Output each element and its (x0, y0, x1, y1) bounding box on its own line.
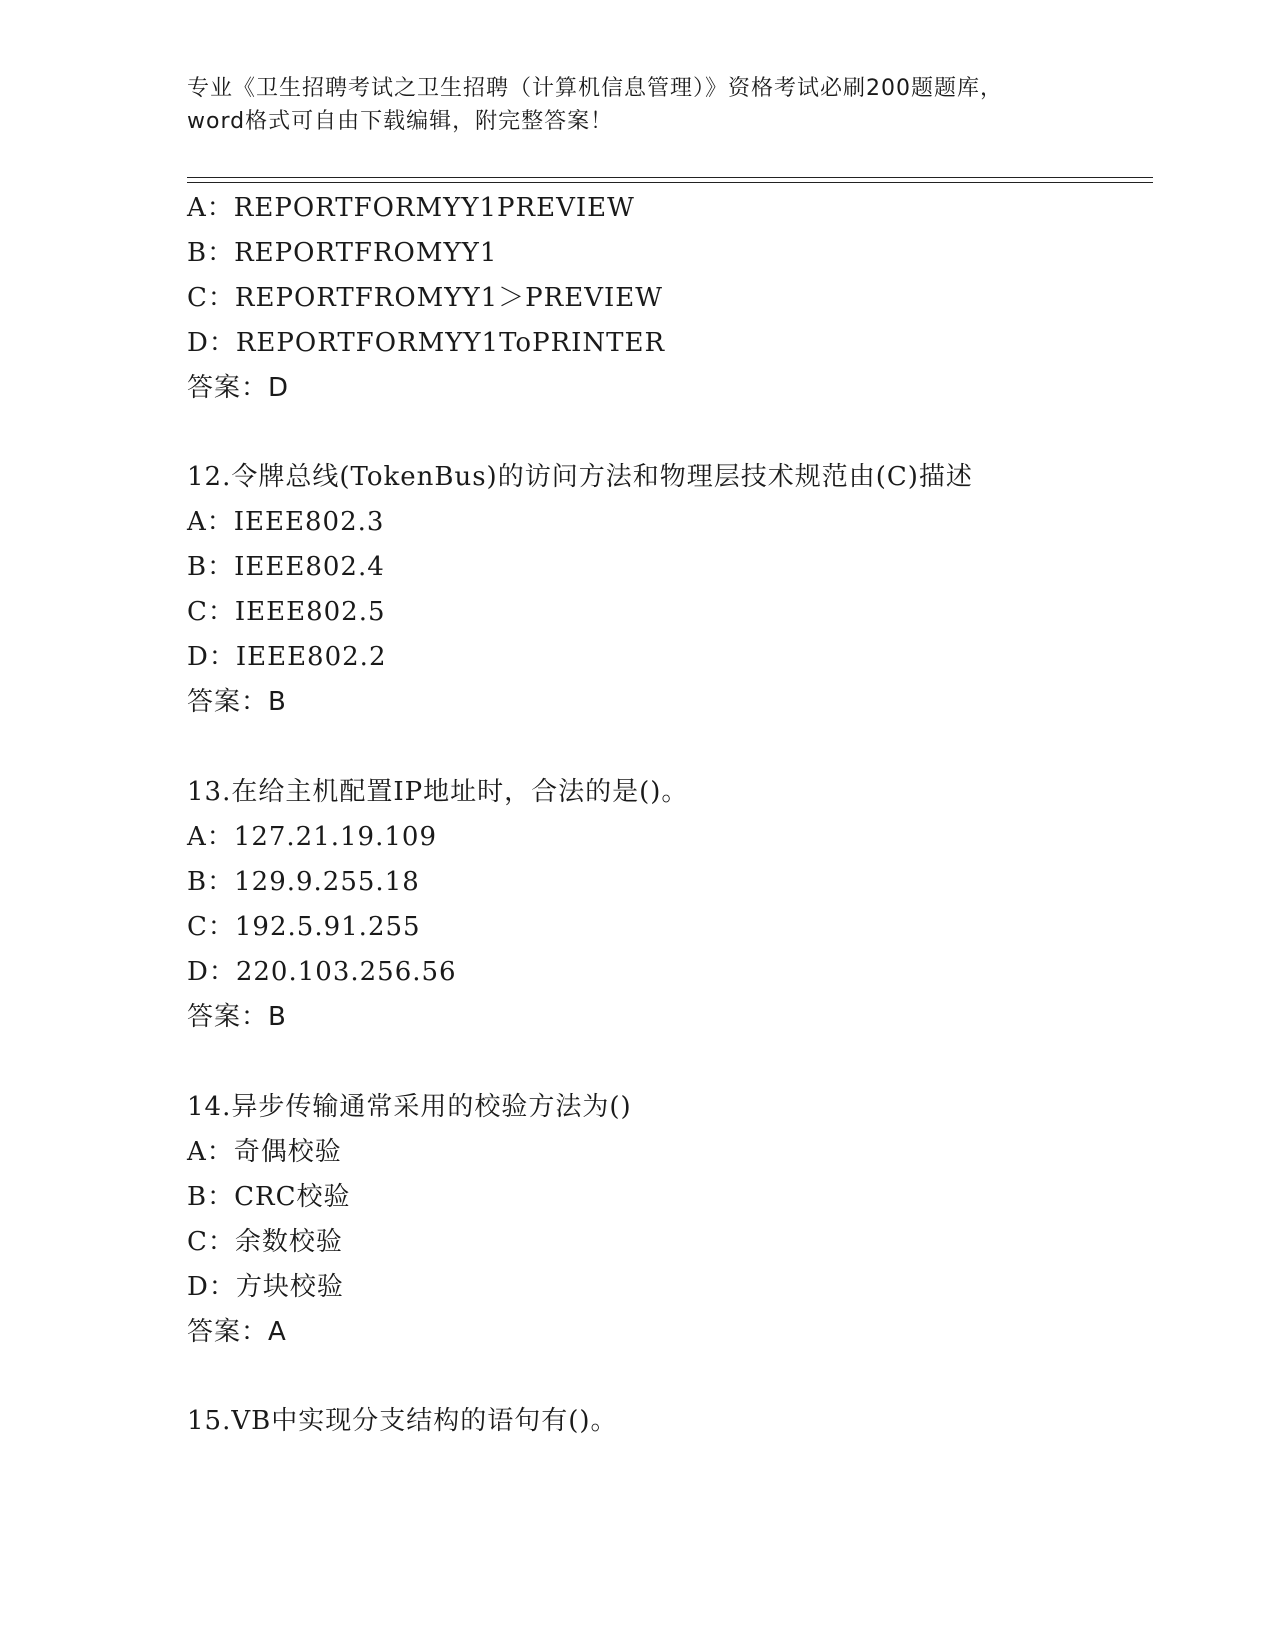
option-a: A：REPORTFORMYY1PREVIEW (187, 193, 635, 223)
option-b: B：CRC校验 (187, 1182, 351, 1212)
answer-line: 答案：D (187, 373, 290, 403)
document-header (187, 72, 1087, 138)
question-stem-13: 13.在给主机配置IP地址时，合法的是()。 (187, 777, 689, 807)
option-c: C：192.5.91.255 (187, 912, 421, 942)
header-line-1: 专业《卫生招聘考试之卫生招聘（计算机信息管理）》资格考试必刷200题题库， (187, 76, 1003, 101)
header-divider-top (187, 177, 1153, 178)
option-c: C：REPORTFROMYY1＞PREVIEW (187, 283, 663, 313)
answer-line: 答案：A (187, 1317, 287, 1347)
answer-line: 答案：B (187, 687, 287, 717)
option-a: A：奇偶校验 (187, 1137, 342, 1167)
answer-line: 答案：B (187, 1002, 287, 1032)
option-a: A：127.21.19.109 (187, 822, 437, 852)
option-a: A：IEEE802.3 (187, 507, 385, 537)
option-c: C：余数校验 (187, 1227, 343, 1257)
question-stem-12: 12.令牌总线(TokenBus)的访问方法和物理层技术规范由(C)描述 (187, 462, 973, 492)
question-stem-14: 14.异步传输通常采用的校验方法为() (187, 1092, 632, 1122)
option-d: D：220.103.256.56 (187, 957, 457, 987)
header-divider-bottom (187, 182, 1153, 183)
option-d: D：IEEE802.2 (187, 642, 387, 672)
option-b: B：IEEE802.4 (187, 552, 385, 582)
header-line-2: word格式可自由下载编辑，附完整答案！ (187, 109, 614, 134)
option-c: C：IEEE802.5 (187, 597, 386, 627)
option-b: B：129.9.255.18 (187, 867, 420, 897)
question-stem-15: 15.VB中实现分支结构的语句有()。 (187, 1406, 618, 1436)
option-d: D：方块校验 (187, 1272, 344, 1302)
option-d: D：REPORTFORMYY1ToPRINTER (187, 328, 666, 358)
option-b: B：REPORTFROMYY1 (187, 238, 498, 268)
